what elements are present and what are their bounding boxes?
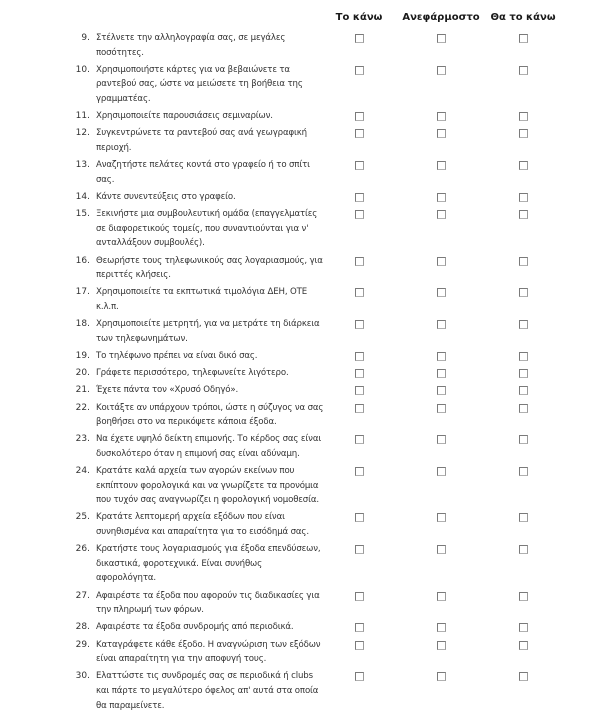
checklist-item	[0, 126, 600, 158]
checkbox-do[interactable]	[355, 386, 364, 395]
checkbox-do[interactable]	[355, 592, 364, 601]
item-number: 11.	[75, 111, 90, 122]
checklist-item	[0, 254, 600, 286]
checkbox-do[interactable]	[355, 513, 364, 522]
item-number: 10.	[75, 64, 90, 75]
checkbox-do[interactable]	[355, 288, 364, 297]
checklist-item	[0, 464, 600, 510]
checkbox-not-applicable[interactable]	[437, 161, 446, 170]
item-number: 13.	[75, 160, 90, 171]
checkbox-do[interactable]	[355, 34, 364, 43]
checkbox-will-do[interactable]	[519, 404, 528, 413]
item-number: 16.	[75, 255, 90, 266]
checkbox-not-applicable[interactable]	[437, 112, 446, 121]
item-text: Χρησιμοποιείτε παρουσιάσεις σεμιναρίων.	[96, 111, 273, 122]
checkbox-will-do[interactable]	[519, 467, 528, 476]
checkbox-do[interactable]	[355, 641, 364, 650]
column-headers	[0, 12, 600, 28]
checkbox-not-applicable[interactable]	[437, 193, 446, 202]
checklist-item	[0, 158, 600, 190]
item-number: 18.	[75, 319, 90, 330]
checklist-item	[0, 109, 600, 126]
item-number: 28.	[75, 622, 90, 633]
checkbox-do[interactable]	[355, 467, 364, 476]
checkbox-will-do[interactable]	[519, 623, 528, 632]
checkbox-will-do[interactable]	[519, 66, 528, 75]
checklist	[0, 31, 600, 716]
checkbox-not-applicable[interactable]	[437, 257, 446, 266]
item-number: 25.	[75, 512, 90, 523]
checklist-item	[0, 589, 600, 621]
checklist-item	[0, 190, 600, 207]
checkbox-will-do[interactable]	[519, 161, 528, 170]
item-text: Να έχετε υψηλό δείκτη επιμονής. Το κέρδος σας είναι δυσκολότερο όταν η επιμονή σας είναι αδύναμη.	[96, 434, 322, 459]
checklist-item	[0, 432, 600, 464]
checkbox-do[interactable]	[355, 161, 364, 170]
item-text: Ελαττώστε τις συνδρομές σας σε περιοδικά ή clubs και πάρτε το μεγαλύτερο όφελος απ' αυτά στα οποία θα παραμείνετε.	[96, 671, 319, 711]
item-number: 19.	[75, 350, 90, 361]
item-text: Κάντε συνεντεύξεις στο γραφείο.	[96, 191, 236, 202]
item-text: Χρησιμοποιείτε τα εκπτωτικά τιμολόγια ΔΕΗ, ΟΤΕ κ.λ.π.	[96, 287, 307, 312]
checkbox-not-applicable[interactable]	[437, 320, 446, 329]
checkbox-will-do[interactable]	[519, 545, 528, 554]
checklist-item	[0, 366, 600, 383]
checkbox-do[interactable]	[355, 404, 364, 413]
checkbox-do[interactable]	[355, 66, 364, 75]
item-text: Στέλνετε την αλληλογραφία σας, σε μεγάλες ποσότητες.	[96, 33, 286, 58]
checkbox-will-do[interactable]	[519, 129, 528, 138]
checkbox-do[interactable]	[355, 257, 364, 266]
item-text: Αφαιρέστε τα έξοδα που αφορούν τις διαδικασίες για την πληρωμή των φόρων.	[96, 590, 320, 616]
checkbox-will-do[interactable]	[519, 641, 528, 650]
header-not-applicable: Ανεφάρμοστο	[402, 12, 480, 23]
checkbox-do[interactable]	[355, 112, 364, 121]
item-text: Κοιτάξτε αν υπάρχουν τρόποι, ώστε η σύζυγος να σας βοηθήσει στο να περικόψετε κάποια έξοδα.	[96, 402, 324, 428]
checkbox-will-do[interactable]	[519, 288, 528, 297]
item-text: Αναζητήστε πελάτες κοντά στο γραφείο ή το σπίτι σας.	[96, 160, 310, 185]
checkbox-do[interactable]	[355, 210, 364, 219]
checkbox-do[interactable]	[355, 369, 364, 378]
checkbox-not-applicable[interactable]	[437, 435, 446, 444]
checkbox-will-do[interactable]	[519, 320, 528, 329]
checklist-item	[0, 401, 600, 433]
checkbox-will-do[interactable]	[519, 193, 528, 202]
item-number: 17.	[75, 287, 90, 298]
checkbox-will-do[interactable]	[519, 352, 528, 361]
checklist-item	[0, 620, 600, 637]
checkbox-not-applicable[interactable]	[437, 34, 446, 43]
checklist-item	[0, 207, 600, 253]
item-number: 21.	[75, 385, 90, 396]
item-number: 26.	[75, 544, 90, 555]
item-text: Αφαιρέστε τα έξοδα συνδρομής από περιοδικά.	[96, 622, 294, 633]
item-number: 15.	[75, 209, 90, 220]
checkbox-not-applicable[interactable]	[437, 623, 446, 632]
item-number: 27.	[75, 590, 90, 601]
checkbox-not-applicable[interactable]	[437, 66, 446, 75]
checkbox-do[interactable]	[355, 435, 364, 444]
item-text: Συγκεντρώνετε τα ραντεβού σας ανά γεωγραφική περιοχή.	[96, 128, 307, 153]
checkbox-will-do[interactable]	[519, 257, 528, 266]
item-text: Έχετε πάντα τον «Χρυσό Οδηγό».	[96, 385, 239, 396]
header-do: Το κάνω	[335, 12, 383, 23]
checkbox-will-do[interactable]	[519, 386, 528, 395]
item-text: Θεωρήστε τους τηλεφωνικούς σας λογαριασμούς, για περιττές κλήσεις.	[96, 255, 323, 281]
item-number: 24.	[75, 466, 90, 477]
item-text: Το τηλέφωνο πρέπει να είναι δικό σας.	[96, 350, 258, 361]
checklist-item	[0, 542, 600, 588]
checklist-item	[0, 317, 600, 349]
item-number: 23.	[75, 434, 90, 445]
checkbox-not-applicable[interactable]	[437, 545, 446, 554]
checklist-item	[0, 349, 600, 366]
item-number: 29.	[75, 639, 90, 650]
item-number: 30.	[75, 671, 90, 682]
checkbox-will-do[interactable]	[519, 34, 528, 43]
checklist-item	[0, 383, 600, 400]
item-text: Κρατάτε καλά αρχεία των αγορών εκείνων που εκπίπτουν φορολογικά και να γνωρίζετε τα προνόμια που τυχόν σας αναγνωρίζει η φορολογική νομοθεσία.	[96, 466, 319, 506]
checkbox-not-applicable[interactable]	[437, 672, 446, 681]
checkbox-do[interactable]	[355, 623, 364, 632]
item-text: Γράφετε περισσότερο, τηλεφωνείτε λιγότερο.	[96, 368, 289, 379]
checkbox-will-do[interactable]	[519, 513, 528, 522]
item-number: 9.	[81, 33, 90, 43]
checkbox-not-applicable[interactable]	[437, 513, 446, 522]
checkbox-not-applicable[interactable]	[437, 352, 446, 361]
checkbox-not-applicable[interactable]	[437, 467, 446, 476]
checkbox-will-do[interactable]	[519, 112, 528, 121]
checkbox-will-do[interactable]	[519, 210, 528, 219]
checkbox-not-applicable[interactable]	[437, 386, 446, 395]
item-text: Καταγράφετε κάθε έξοδο. Η αναγνώριση των εξόδων είναι απαραίτητη για την αποφυγή τους.	[96, 639, 321, 665]
item-number: 14.	[75, 191, 90, 202]
checkbox-not-applicable[interactable]	[437, 288, 446, 297]
item-text: Ξεκινήστε μια συμβουλευτική ομάδα (επαγγελματίες σε διαφορετικούς τομείς, που συναντιούνται για ν' ανταλλάξουν συμβουλές).	[96, 209, 318, 249]
checklist-item	[0, 285, 600, 317]
item-text: Κρατήστε τους λογαριασμούς για έξοδα επενδύσεων, δικαστικά, φοροτεχνικά. Είναι συνήθως αφορολόγητα.	[96, 544, 321, 584]
checkbox-do[interactable]	[355, 352, 364, 361]
checkbox-will-do[interactable]	[519, 672, 528, 681]
checklist-item	[0, 31, 600, 63]
checkbox-do[interactable]	[355, 672, 364, 681]
item-text: Χρησιμοποιείτε μετρητή, για να μετράτε τη διάρκεια των τηλεφωνημάτων.	[96, 319, 320, 344]
checkbox-not-applicable[interactable]	[437, 369, 446, 378]
item-number: 12.	[75, 128, 90, 139]
checkbox-do[interactable]	[355, 129, 364, 138]
checkbox-not-applicable[interactable]	[437, 592, 446, 601]
checkbox-not-applicable[interactable]	[437, 641, 446, 650]
checklist-item	[0, 510, 600, 542]
checkbox-not-applicable[interactable]	[437, 210, 446, 219]
item-text: Κρατάτε λεπτομερή αρχεία εξόδων που είναι συνηθισμένα και απαραίτητα για το εισόδημά σας.	[96, 512, 309, 538]
checkbox-will-do[interactable]	[519, 592, 528, 601]
checkbox-will-do[interactable]	[519, 435, 528, 444]
checklist-item	[0, 638, 600, 670]
header-will-do: Θα το κάνω	[490, 12, 556, 23]
checkbox-will-do[interactable]	[519, 369, 528, 378]
checkbox-do[interactable]	[355, 320, 364, 329]
item-number: 22.	[75, 402, 90, 413]
checklist-item	[0, 669, 600, 715]
item-text: Χρησιμοποιήστε κάρτες για να βεβαιώνετε τα ραντεβού σας, ώστε να μειώσετε τη βοήθεια της γραμματέας.	[96, 64, 303, 104]
checkbox-not-applicable[interactable]	[437, 404, 446, 413]
item-number: 20.	[75, 368, 90, 379]
checkbox-not-applicable[interactable]	[437, 129, 446, 138]
checklist-item	[0, 63, 600, 109]
checkbox-do[interactable]	[355, 545, 364, 554]
checkbox-do[interactable]	[355, 193, 364, 202]
